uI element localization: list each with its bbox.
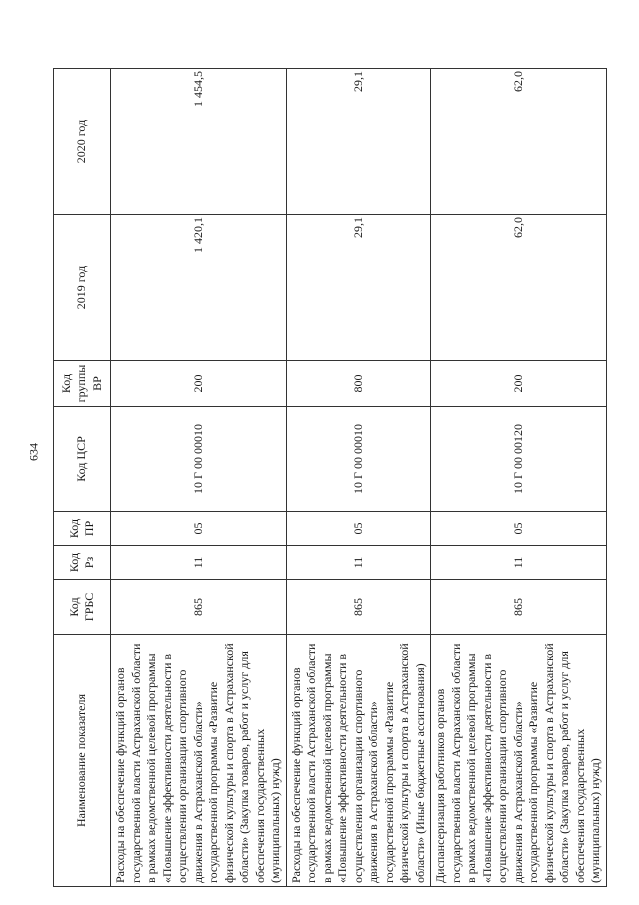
cell-rz: 11 (111, 546, 287, 580)
cell-2019: 29,1 (286, 215, 431, 361)
cell-name: Расходы на обеспечение функций органов государственной власти Астраханской области в рамках ведомственной целевой программы «Повышение эффективности деятельности в осуществлении организации спортивного движения в Астраханской области» государственной программы «Развитие физической культуры и спорта в Астраханской области» (Иные бюджетные ассигнования) (286, 635, 431, 887)
table-row (286, 69, 431, 887)
cell-name: Диспансеризация работников органов государственной власти Астраханской области в рамках ведомственной целевой программы «Повышение эффективности деятельности в осуществлении организации спортивного движения в Астраханской области» государственной программы «Развитие физической культуры и спорта в Астраханской области» (Закупка товаров, работ и услуг для обеспечения государственных (муниципальных) нужд) (431, 635, 607, 887)
cell-csr: 10 Г 00 00120 (431, 407, 607, 512)
cell-pr: 05 (431, 512, 607, 546)
header-2020: 2020 год (54, 69, 111, 215)
cell-grbs: 865 (431, 580, 607, 635)
cell-pr: 05 (286, 512, 431, 546)
header-csr: Код ЦСР (54, 407, 111, 512)
header-vr: Код группы ВР (54, 361, 111, 407)
header-rz: Код Рз (54, 546, 111, 580)
rotated-table-container (53, 69, 607, 887)
budget-table (53, 68, 607, 887)
header-grbs: Код ГРБС (54, 580, 111, 635)
table-row (431, 69, 607, 887)
table-row (111, 69, 287, 887)
header-2019: 2019 год (54, 215, 111, 361)
cell-rz: 11 (286, 546, 431, 580)
header-name: Наименование показателя (54, 635, 111, 887)
header-pr: Код ПР (54, 512, 111, 546)
cell-2020: 62,0 (431, 69, 607, 215)
cell-csr: 10 Г 00 00010 (286, 407, 431, 512)
header-row (54, 69, 111, 887)
cell-grbs: 865 (286, 580, 431, 635)
cell-2020: 29,1 (286, 69, 431, 215)
cell-2020: 1 454,5 (111, 69, 287, 215)
cell-2019: 62,0 (431, 215, 607, 361)
cell-pr: 05 (111, 512, 287, 546)
cell-rz: 11 (431, 546, 607, 580)
cell-vr: 200 (111, 361, 287, 407)
cell-2019: 1 420,1 (111, 215, 287, 361)
cell-csr: 10 Г 00 00010 (111, 407, 287, 512)
cell-name: Расходы на обеспечение функций органов государственной власти Астраханской области в рамках ведомственной целевой программы «Повышение эффективности деятельности в осуществлении организации спортивного движения в Астраханской области» государственной программы «Развитие физической культуры и спорта в Астраханской области» (Закупка товаров, работ и услуг для обеспечения государственных (муниципальных) нужд) (111, 635, 287, 887)
page-number: 634 (26, 443, 41, 461)
cell-vr: 800 (286, 361, 431, 407)
cell-grbs: 865 (111, 580, 287, 635)
cell-vr: 200 (431, 361, 607, 407)
